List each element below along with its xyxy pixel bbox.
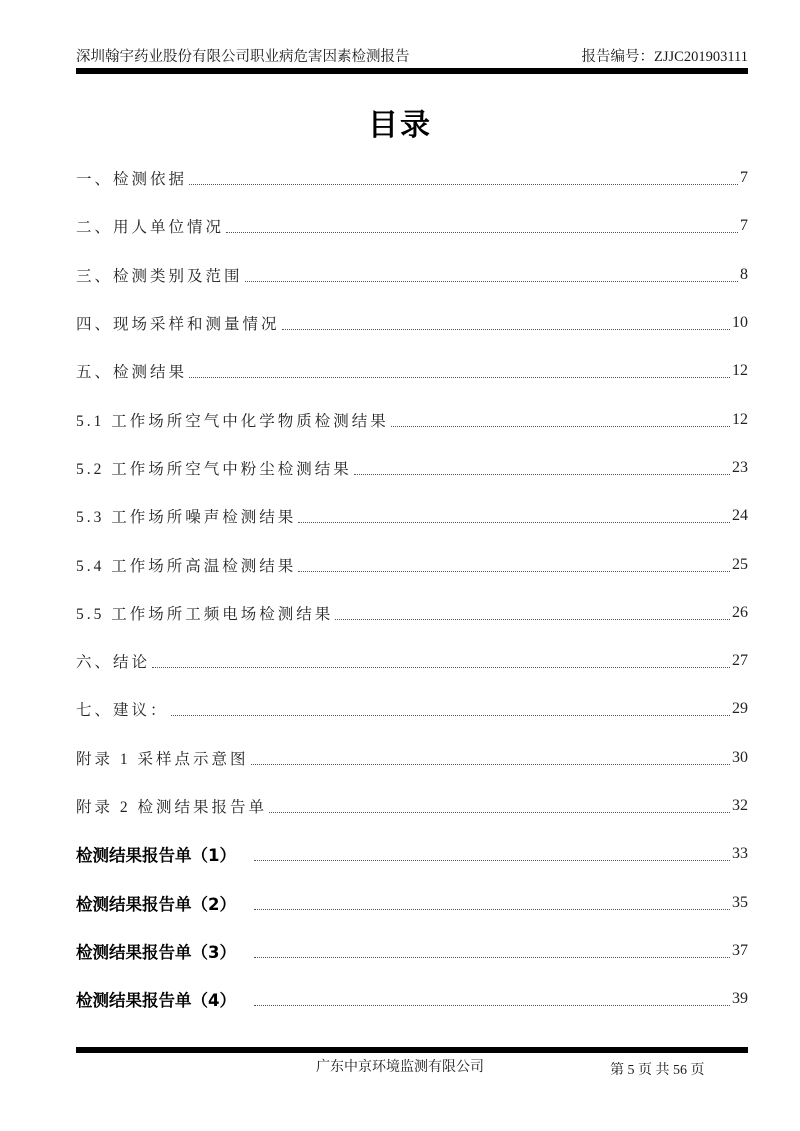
toc-entry-page[interactable]: 37	[732, 941, 748, 959]
toc-entry[interactable]	[76, 347, 748, 395]
page-header	[76, 46, 748, 66]
toc-entry-page[interactable]: 35	[732, 893, 748, 911]
toc-dot-leader	[189, 376, 730, 378]
report-title: 深圳翰宇药业股份有限公司职业病危害因素检测报告	[76, 49, 410, 65]
report-number: 报告编号：ZJJC201903111	[581, 49, 748, 65]
toc-dot-leader	[254, 859, 730, 861]
toc-entry-label[interactable]: 检测结果报告单（4）	[76, 991, 236, 1011]
toc-dot-leader	[152, 666, 730, 668]
toc-dot-leader	[298, 570, 730, 572]
toc-entry[interactable]	[76, 154, 748, 202]
toc-dot-leader	[254, 1004, 730, 1006]
toc-entry-page[interactable]: 10	[732, 314, 748, 332]
toc-dot-leader	[282, 328, 730, 330]
toc-entry-label[interactable]: 四、现场采样和测量情况	[76, 316, 280, 334]
footer-company: 广东中京环境监测有限公司	[316, 1059, 484, 1075]
toc-entry-label[interactable]: 六、结论	[76, 654, 151, 672]
toc-entry-label[interactable]: 五、检测结果	[76, 364, 188, 382]
toc-entry-label[interactable]: 二、用人单位情况	[76, 219, 225, 237]
toc-entry-label[interactable]: 一、检测依据	[76, 171, 188, 189]
toc-entry[interactable]	[76, 251, 748, 299]
toc-entry[interactable]	[76, 202, 748, 250]
toc-entry-label[interactable]: 三、检测类别及范围	[76, 267, 243, 285]
toc-entry-label[interactable]: 5.1 工作场所空气中化学物质检测结果	[76, 412, 389, 430]
toc-entry-page[interactable]: 25	[732, 555, 748, 573]
toc-entry-page[interactable]: 32	[732, 797, 748, 814]
header-rule	[76, 68, 748, 74]
toc-entry[interactable]	[76, 299, 748, 347]
toc-entry[interactable]	[76, 734, 748, 782]
toc-entry-label[interactable]: 检测结果报告单（1）	[76, 846, 236, 866]
toc-entry-page[interactable]: 12	[732, 410, 748, 428]
toc-entry-page[interactable]: 39	[732, 990, 748, 1008]
toc-entry[interactable]	[76, 395, 748, 443]
toc-entry[interactable]	[76, 975, 748, 1023]
toc-dot-leader	[226, 231, 738, 233]
toc-dot-leader	[354, 473, 730, 475]
toc-entry[interactable]	[76, 830, 748, 878]
toc-entry[interactable]	[76, 927, 748, 975]
toc-entry-label[interactable]: 检测结果报告单（3）	[76, 942, 236, 962]
toc-entry-page[interactable]: 27	[732, 652, 748, 670]
toc-entry[interactable]	[76, 782, 748, 830]
toc-entry-page[interactable]: 23	[732, 458, 748, 476]
toc-entry-page[interactable]: 7	[740, 169, 748, 187]
table-of-contents	[76, 154, 748, 1023]
toc-entry-label[interactable]: 5.4 工作场所高温检测结果	[76, 557, 297, 575]
toc-entry-label[interactable]: 5.2 工作场所空气中粉尘检测结果	[76, 460, 352, 478]
toc-entry-page[interactable]: 33	[732, 845, 748, 863]
toc-dot-leader	[269, 811, 730, 813]
toc-dot-leader	[254, 956, 730, 958]
toc-entry-label[interactable]: 七、建议：	[76, 702, 169, 720]
toc-entry-label[interactable]: 5.3 工作场所噪声检测结果	[76, 509, 297, 527]
toc-entry-page[interactable]: 7	[740, 217, 748, 235]
page-title: 目录	[368, 108, 432, 143]
toc-entry[interactable]	[76, 540, 748, 588]
toc-dot-leader	[189, 183, 738, 185]
toc-dot-leader	[298, 521, 730, 523]
toc-entry-label[interactable]: 附录 1 采样点示意图	[76, 750, 249, 768]
toc-entry[interactable]	[76, 492, 748, 540]
toc-entry[interactable]	[76, 685, 748, 733]
toc-entry-page[interactable]: 30	[732, 748, 748, 766]
toc-dot-leader	[335, 618, 730, 620]
toc-entry[interactable]	[76, 444, 748, 492]
toc-dot-leader	[391, 425, 730, 427]
toc-entry-page[interactable]: 29	[732, 700, 748, 718]
footer-rule	[76, 1047, 748, 1053]
toc-entry[interactable]	[76, 878, 748, 926]
toc-dot-leader	[254, 908, 730, 910]
toc-dot-leader	[171, 714, 730, 716]
toc-entry-page[interactable]: 8	[740, 265, 748, 283]
toc-dot-leader	[245, 280, 738, 282]
toc-entry-label[interactable]: 附录 2 检测结果报告单	[76, 799, 268, 816]
toc-entry[interactable]	[76, 589, 748, 637]
toc-entry-page[interactable]: 26	[732, 603, 748, 621]
toc-entry-label[interactable]: 5.5 工作场所工频电场检测结果	[76, 605, 334, 623]
toc-entry-label[interactable]: 检测结果报告单（2）	[76, 894, 236, 914]
toc-entry-page[interactable]: 24	[732, 507, 748, 525]
toc-entry[interactable]	[76, 637, 748, 685]
footer-page-info: 第 5 页 共 56 页	[610, 1063, 705, 1078]
toc-dot-leader	[251, 763, 730, 765]
toc-entry-page[interactable]: 12	[732, 362, 748, 380]
